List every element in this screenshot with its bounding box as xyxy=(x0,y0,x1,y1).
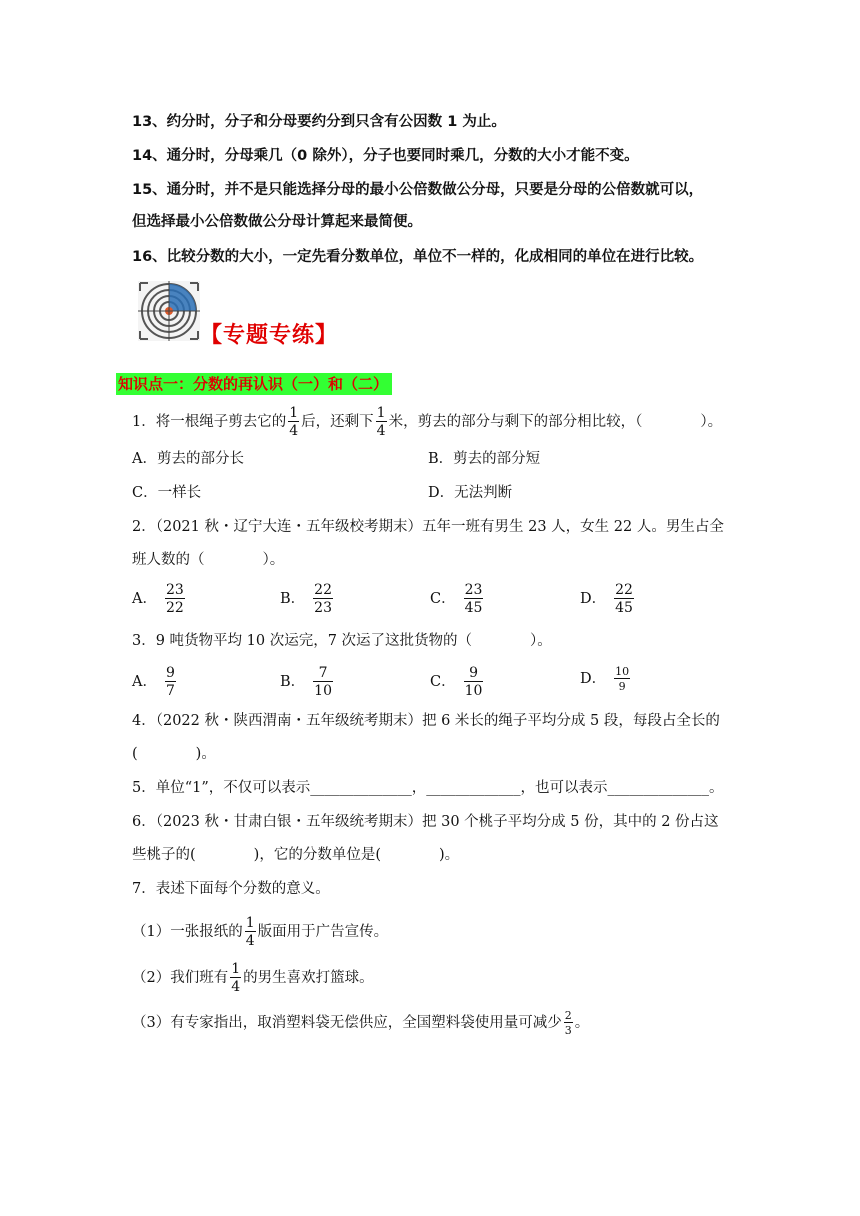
q1-option-a: A．剪去的部分长 xyxy=(132,451,244,467)
q2-option-a: A． $\frac{23}{22}$ xyxy=(132,582,184,616)
q6-line2: 些桃子的( )，它的分数单位是( )。 xyxy=(132,847,460,863)
q1-option-c: C．一样长 xyxy=(132,485,202,501)
rule-16: 16、比较分数的大小，一定先看分数单位，单位不一样的，化成相同的单位在进行比较。 xyxy=(132,249,704,265)
rule-15-line2: 但选择最小公倍数做公分母计算起来最简便。 xyxy=(132,214,422,230)
rule-13: 13、约分时，分子和分母要约分到只含有公因数 1 为止。 xyxy=(132,114,506,130)
q1-option-b: B．剪去的部分短 xyxy=(428,451,541,467)
q7-item-1: （1）一张报纸的 $\frac{1}{4}$ 版面用于广告宣传。 xyxy=(132,915,389,949)
q7-item-3: （3）有专家指出，取消塑料袋无偿供应，全国塑料袋使用量可减少 $\frac{2}{3}$ 。 xyxy=(132,1009,590,1037)
q1-text-post: 米，剪去的部分与剩下的部分相比较，（ ）。 xyxy=(388,414,723,430)
target-icon xyxy=(138,281,200,341)
q5-line: 5．单位“1”，不仅可以表示______________，_____________，也可以表示______________。 xyxy=(132,780,724,796)
rule-15-line1: 15、通分时，并不是只能选择分母的最小公倍数做公分母，只要是分母的公倍数就可以， xyxy=(132,182,704,198)
q3-option-b: B． $\frac{7}{10}$ xyxy=(280,665,332,699)
q1-text-mid: 后，还剩下 xyxy=(301,414,374,430)
q2-option-c: C． $\frac{23}{45}$ xyxy=(430,582,483,616)
q4-line1: 4．（2022 秋・陕西渭南・五年级统考期末）把 6 米长的绳子平均分成 5 段，每段占全长的 xyxy=(132,713,720,729)
q6-line1: 6．（2023 秋・甘肃白银・五年级统考期末）把 30 个桃子平均分成 5 份，其中的 2 份占这 xyxy=(132,814,719,830)
q3-option-d: D． $\frac{10}{9}$ xyxy=(580,665,630,693)
rule-14: 14、通分时，分母乘几（0 除外），分子也要同时乘几，分数的大小才能不变。 xyxy=(132,148,639,164)
q2-option-b: B． $\frac{22}{23}$ xyxy=(280,582,332,616)
q1-fraction-1: $\frac{1}{4}$ xyxy=(289,405,299,439)
q2-line1: 2．（2021 秋・辽宁大连・五年级校考期末）五年一班有男生 23 人，女生 22 人。男生占全 xyxy=(132,519,724,535)
q3-option-a: A． $\frac{9}{7}$ xyxy=(132,665,175,699)
q7-item-2: （2）我们班有 $\frac{1}{4}$ 的男生喜欢打篮球。 xyxy=(132,961,374,995)
q4-line2: ( )。 xyxy=(132,746,216,762)
q1-text-pre: 1．将一根绳子剪去它的 xyxy=(132,414,287,430)
section-title: 【专题专练】 xyxy=(200,323,339,348)
q7-title: 7．表述下面每个分数的意义。 xyxy=(132,881,330,897)
q1-fraction-2: $\frac{1}{4}$ xyxy=(376,405,386,439)
q1-option-d: D．无法判断 xyxy=(428,485,513,501)
knowledge-point-heading: 知识点一：分数的再认识（一）和（二） xyxy=(116,373,392,395)
q3-option-c: C． $\frac{9}{10}$ xyxy=(430,665,483,699)
q2-option-d: D． $\frac{22}{45}$ xyxy=(580,582,633,616)
q3-line1: 3．9 吨货物平均 10 次运完，7 次运了这批货物的（ ）。 xyxy=(132,633,552,649)
q2-line2: 班人数的（ ）。 xyxy=(132,552,285,568)
question-1 xyxy=(132,406,722,438)
